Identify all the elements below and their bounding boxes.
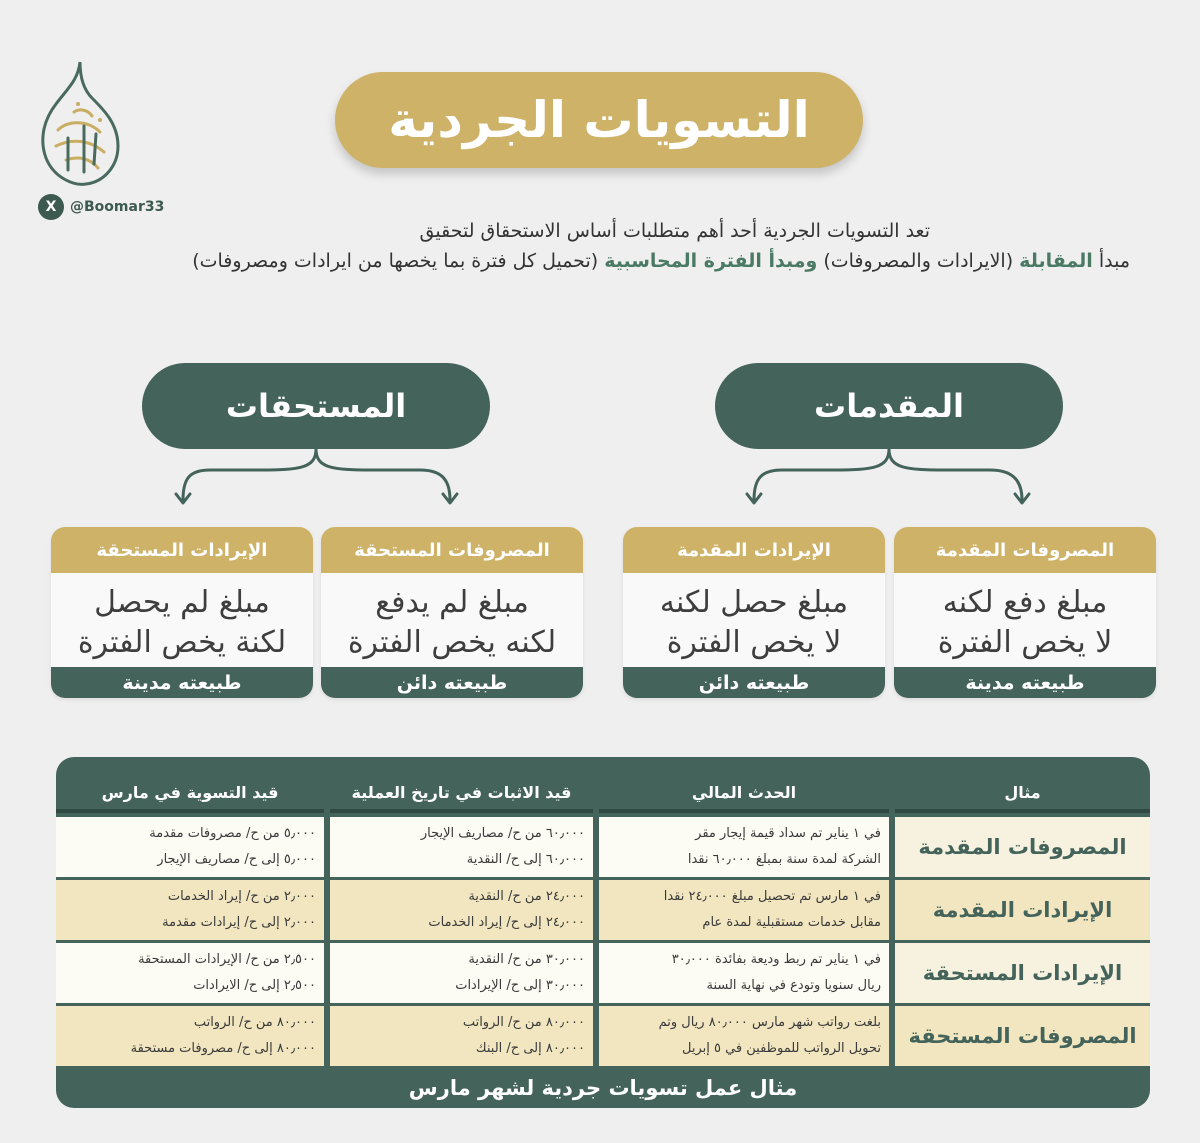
- initial-line-1: ٣٠٫٠٠٠ من ح/ النقدية: [468, 952, 585, 967]
- card-line-1: مبلغ حصل لكنه: [659, 585, 849, 620]
- intro-line-1: تعد التسويات الجردية أحد أهم متطلبات أساس الاستحقاق لتحقيق: [419, 220, 930, 242]
- arrow-to-accrued-expenses: [316, 449, 450, 500]
- row-initial-entry: [330, 817, 593, 877]
- page-title: التسويات الجردية: [388, 91, 810, 149]
- card-title: المصروفات المستحقة: [321, 527, 583, 573]
- event-line-1: في ١ يناير تم سداد قيمة إيجار مقر: [695, 826, 881, 841]
- header-example: مثال: [895, 775, 1150, 813]
- header-initial-entry: قيد الاثبات في تاريخ العملية: [330, 775, 593, 813]
- initial-line-2: ٨٠٫٠٠٠ إلى ح/ البنك: [475, 1041, 585, 1056]
- arrow-to-deferred-revenue: [754, 449, 889, 500]
- row-example: الإيرادات المقدمة: [895, 880, 1150, 940]
- row-initial-entry: [330, 880, 593, 940]
- adjust-line-1: ٥٫٠٠٠ من ح/ مصروفات مقدمة: [149, 826, 316, 841]
- card-title: الإيرادات المقدمة: [623, 527, 885, 573]
- row-event: [599, 880, 889, 940]
- adjust-line-1: ٢٫٥٠٠ من ح/ الإيرادات المستحقة: [138, 952, 316, 967]
- intro-middle: (الايرادات والمصروفات): [823, 250, 1014, 272]
- initial-line-1: ٢٤٫٠٠٠ من ح/ النقدية: [468, 889, 585, 904]
- row-adjusting-entry: [56, 880, 324, 940]
- row-event: [599, 943, 889, 1003]
- category-prepayments-label: المقدمات: [814, 387, 964, 425]
- card-line-2: لا يخص الفترة: [937, 625, 1113, 660]
- intro-suffix: (تحميل كل فترة بما يخصها من ايرادات ومصروفات): [192, 250, 599, 272]
- row-initial-entry: [330, 943, 593, 1003]
- row-adjusting-entry: [56, 817, 324, 877]
- initial-line-1: ٨٠٫٠٠٠ من ح/ الرواتب: [462, 1015, 585, 1030]
- header-event: الحدث المالي: [599, 775, 889, 813]
- table-row: [56, 943, 1150, 1003]
- adjust-line-2: ٥٫٠٠٠ إلى ح/ مصاريف الإيجار: [157, 852, 316, 867]
- card-nature: طبيعته مدينة: [51, 667, 313, 698]
- card-accrued-expenses: [321, 527, 583, 698]
- row-adjusting-entry: [56, 1006, 324, 1066]
- row-initial-entry: [330, 1006, 593, 1066]
- card-line-1: مبلغ لم يدفع: [375, 585, 529, 620]
- adjust-line-2: ٨٠٫٠٠٠ إلى ح/ مصروفات مستحقة: [130, 1041, 316, 1056]
- initial-line-1: ٦٠٫٠٠٠ من ح/ مصاريف الإيجار: [420, 826, 585, 841]
- event-line-1: في ١ يناير تم ربط وديعة بفائدة ٣٠٫٠٠٠: [671, 952, 881, 967]
- initial-line-2: ٣٠٫٠٠٠ إلى ح/ الإيرادات: [455, 978, 585, 993]
- card-deferred-revenue: [623, 527, 885, 698]
- table-caption: مثال عمل تسويات جردية لشهر مارس: [408, 1076, 798, 1100]
- row-event: [599, 1006, 889, 1066]
- card-line-2: لا يخص الفترة: [666, 625, 842, 660]
- table-row: [56, 1006, 1150, 1066]
- card-line-2: لكنة يخص الفترة: [77, 625, 287, 660]
- card-nature: طبيعته دائن: [623, 667, 885, 698]
- example-table: [56, 757, 1150, 1108]
- card-description: [894, 573, 1156, 667]
- card-description: [321, 573, 583, 667]
- card-description: [51, 573, 313, 667]
- card-title: المصروفات المقدمة: [894, 527, 1156, 573]
- arrow-to-accrued-revenue: [183, 449, 316, 500]
- card-nature: طبيعته مدينة: [894, 667, 1156, 698]
- adjust-line-1: ٨٠٫٠٠٠ من ح/ الرواتب: [193, 1015, 316, 1030]
- event-line-1: في ١ مارس تم تحصيل مبلغ ٢٤٫٠٠٠ نقدا: [663, 889, 881, 904]
- adjust-line-1: ٢٫٠٠٠ من ح/ إيراد الخدمات: [167, 889, 316, 904]
- category-accruals-label: المستحقات: [225, 387, 407, 425]
- card-accrued-revenue: [51, 527, 313, 698]
- card-nature: طبيعته دائن: [321, 667, 583, 698]
- category-accruals: [142, 363, 490, 449]
- row-example: الإيرادات المستحقة: [895, 943, 1150, 1003]
- card-description: [623, 573, 885, 667]
- row-example: المصروفات المستحقة: [895, 1006, 1150, 1066]
- adjust-line-2: ٢٫٥٠٠ إلى ح/ الايرادات: [193, 978, 316, 993]
- event-line-2: ريال سنويا وتودع في نهاية السنة: [706, 978, 881, 993]
- row-adjusting-entry: [56, 943, 324, 1003]
- card-title: الإيرادات المستحقة: [51, 527, 313, 573]
- initial-line-2: ٦٠٫٠٠٠ إلى ح/ النقدية: [466, 852, 585, 867]
- table-row: [56, 880, 1150, 940]
- arrow-to-prepaid-expenses: [889, 449, 1022, 500]
- x-logo-icon: X: [38, 194, 64, 220]
- intro-line-2: [70, 246, 1130, 276]
- row-event: [599, 817, 889, 877]
- adjust-line-2: ٢٫٠٠٠ إلى ح/ إيرادات مقدمة: [162, 915, 316, 930]
- header-adjusting-entry: قيد التسوية في مارس: [56, 775, 324, 813]
- card-line-1: مبلغ لم يحصل: [94, 585, 270, 620]
- row-example: المصروفات المقدمة: [895, 817, 1150, 877]
- handle-text: @Boomar33: [70, 199, 165, 215]
- intro-highlight-matching: المقابلة: [1019, 250, 1093, 272]
- initial-line-2: ٢٤٫٠٠٠ إلى ح/ إيراد الخدمات: [428, 915, 585, 930]
- event-line-2: تحويل الرواتب للموظفين في ٥ إبريل: [681, 1041, 881, 1056]
- card-prepaid-expenses: [894, 527, 1156, 698]
- intro-paragraph: [70, 216, 1130, 276]
- calligraphy-logo: [38, 60, 122, 188]
- event-line-2: مقابل خدمات مستقبلية لمدة عام: [702, 915, 881, 930]
- card-line-2: لكنه يخص الفترة: [347, 625, 557, 660]
- intro-highlight-period: ومبدأ الفترة المحاسبية: [604, 250, 818, 272]
- intro-prefix: مبدأ: [1098, 250, 1130, 272]
- event-line-2: الشركة لمدة سنة بمبلغ ٦٠٫٠٠٠ نقدا: [687, 852, 881, 867]
- card-line-1: مبلغ دفع لكنه: [942, 585, 1108, 620]
- category-prepayments: [715, 363, 1063, 449]
- title-banner: [335, 72, 863, 168]
- event-line-1: بلغت رواتب شهر مارس ٨٠٫٠٠٠ ريال وتم: [658, 1015, 881, 1030]
- table-row: [56, 817, 1150, 877]
